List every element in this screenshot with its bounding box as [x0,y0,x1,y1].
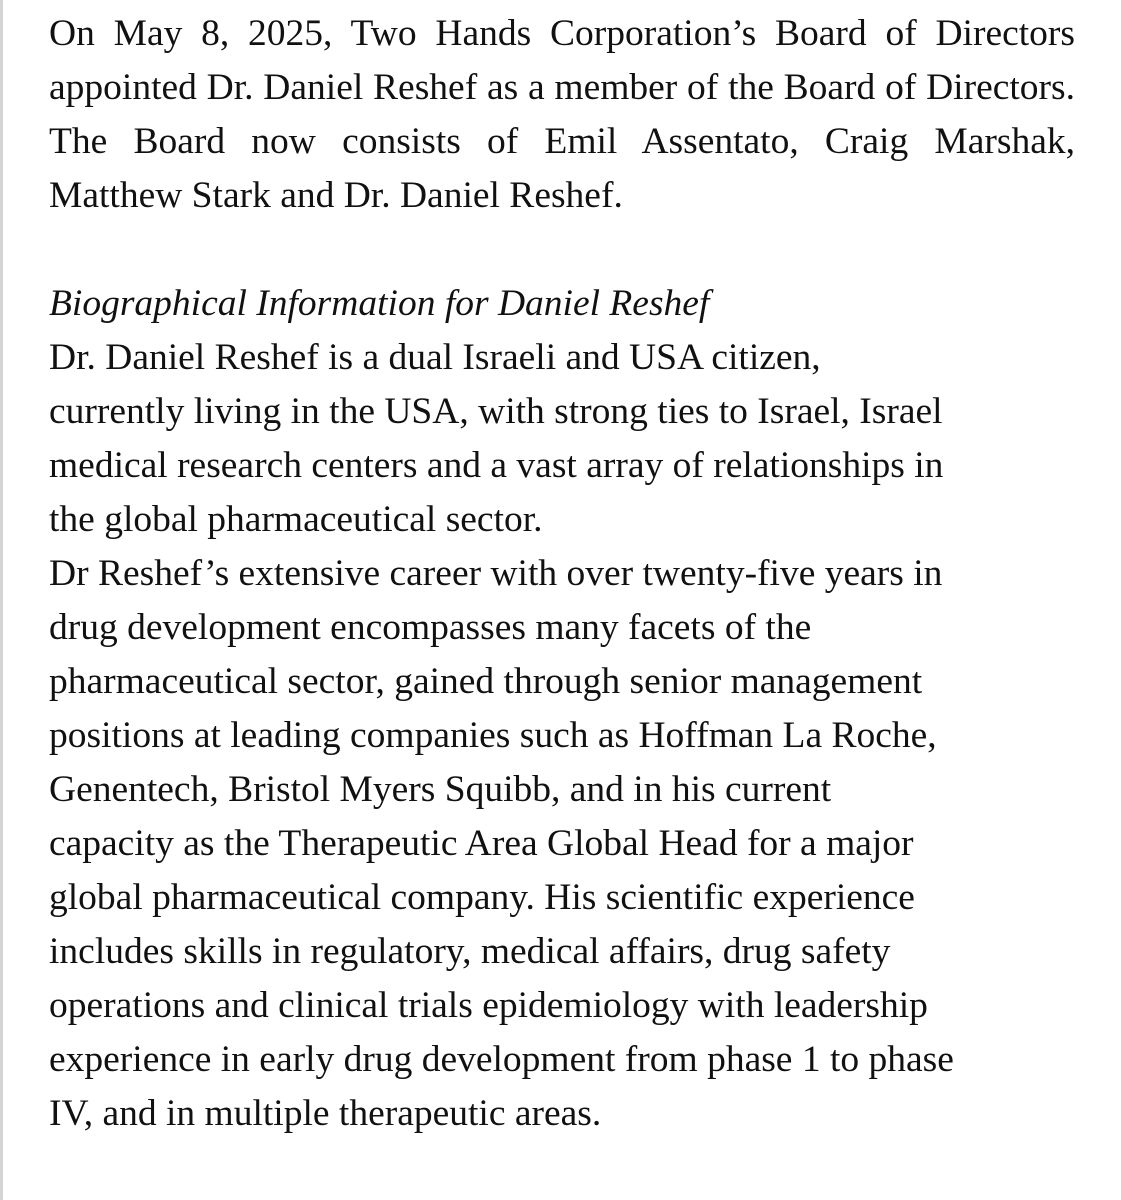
bio-paragraph-1-line: medical research centers and a vast array of relationships in [49,445,944,486]
paragraph-spacer [49,223,1075,277]
announcement-paragraph: On May 8, 2025, Two Hands Corporation’s Board of Directors appointed Dr. Daniel Reshef as a member of the Board of Directors. The Board now consists of Emil Assentato, Craig Marshak, Matthew Stark and Dr. Daniel Reshef. [49,13,1075,216]
bio-paragraph-2-line: global pharmaceutical company. His scientific experience [49,877,915,918]
bio-paragraph-2 [49,547,1075,1141]
bio-paragraph-1 [49,331,1075,547]
bio-paragraph-2-line: includes skills in regulatory, medical affairs, drug safety [49,931,891,972]
bio-paragraph-2-line: drug development encompasses many facets of the [49,607,812,648]
bio-paragraph-2-line: capacity as the Therapeutic Area Global Head for a major [49,823,914,864]
document-body [49,7,1075,1141]
bio-paragraph-1-line: the global pharmaceutical sector. [49,499,543,540]
bio-paragraph-2-line: positions at leading companies such as Hoffman La Roche, [49,715,937,756]
bio-heading: Biographical Information for Daniel Reshef [49,283,710,324]
left-margin-rule [0,0,3,1200]
bio-paragraph-2-line: experience in early drug development from phase 1 to phase [49,1039,954,1080]
bio-paragraph-1-line: Dr. Daniel Reshef is a dual Israeli and USA citizen, [49,337,821,378]
bio-paragraph-2-line: Dr Reshef’s extensive career with over twenty-five years in [49,553,943,594]
bio-paragraph-2-line: Genentech, Bristol Myers Squibb, and in his current [49,769,832,810]
bio-paragraph-2-line: pharmaceutical sector, gained through senior management [49,661,923,702]
bio-paragraph-1-line: currently living in the USA, with strong ties to Israel, Israel [49,391,943,432]
bio-paragraph-2-line: operations and clinical trials epidemiology with leadership [49,985,928,1026]
bio-paragraph-2-line: IV, and in multiple therapeutic areas. [49,1093,602,1134]
